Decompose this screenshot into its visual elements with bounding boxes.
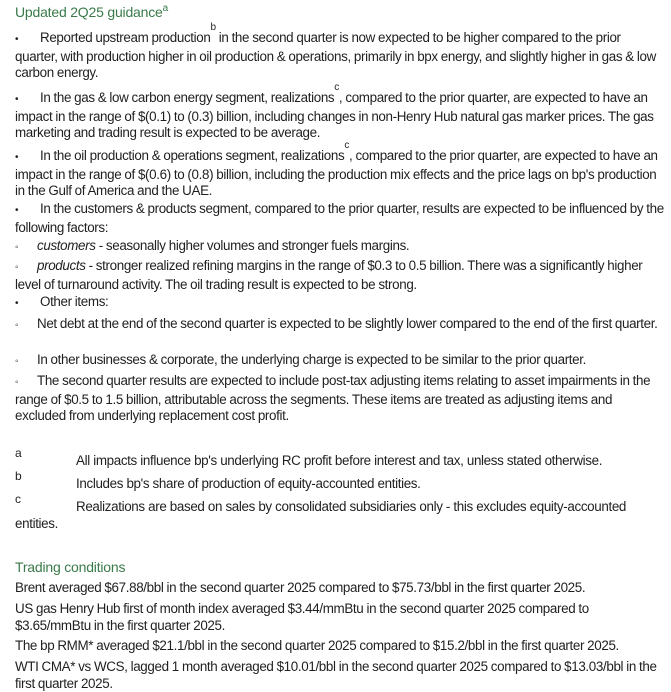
footnote-b: b Includes bp's share of production of equity-accounted entities.: [15, 469, 421, 491]
guidance-item-production: • Reported upstream production$^b$ in the second quarter is now expected to be higher compared to the prior quarter, with production higher in oil production & operations, primarily in bpx energy, and slightly higher in gas & low carbon energy.: [15, 22, 656, 81]
footnote-mark: b: [15, 469, 22, 483]
sub-item-products: ◦ products - stronger realized refining margins in the range of $0.3 to 0.5 billion. There was a significantly higher level of turnaround activity. The oil trading result is expected to be strong.: [15, 258, 643, 292]
other-item-corporate: ◦ In other businesses & corporate, the underlying charge is expected to be similar to the prior quarter.: [15, 352, 665, 371]
footnote-mark: b: [210, 22, 216, 33]
bullet-icon: •: [15, 152, 19, 163]
footnote-mark: c: [334, 82, 339, 93]
circle-bullet-icon: ◦: [15, 377, 19, 388]
other-items-heading: • Other items:: [15, 294, 665, 313]
guidance-item-customers-products: • In the customers & products segment, compared to the prior quarter, results are expected to be influenced by the following factors:: [15, 201, 664, 235]
circle-bullet-icon: ◦: [15, 242, 19, 253]
other-item-impairments: ◦ The second quarter results are expected to include post-tax adjusting items relating to asset impairments in the range of $0.5 to 1.5 billion, attributable across the segments. These items are treated as adjusting items and excluded from underlying replacement cost profit.: [15, 373, 651, 424]
footnote-c: c Realizations are based on sales by consolidated subsidiaries only - this excludes equity-accounted entities.: [15, 492, 627, 531]
guidance-item-gas: • In the gas & low carbon energy segment, realizations$^c$, compared to the prior quarter, are expected to have an impact in the range of $(0.1) to (0.3) billion, including changes in non-Henry Hub natural gas marker prices. The gas marketing and trading result is expected to be average.: [15, 82, 654, 141]
footnote-mark: c: [15, 492, 21, 506]
guidance-heading: [15, 4, 168, 20]
bullet-icon: •: [15, 298, 19, 309]
footnote-a: a All impacts influence bp's underlying RC profit before interest and tax, unless stated otherwise.: [15, 446, 603, 468]
trading-heading: Trading conditions: [15, 559, 126, 575]
footnote-mark: c: [344, 140, 349, 151]
footnote-mark: a: [15, 446, 22, 460]
bullet-icon: •: [15, 94, 19, 105]
bullet-icon: •: [15, 34, 19, 45]
circle-bullet-icon: ◦: [15, 262, 19, 273]
guidance-title-footnote-mark: a: [162, 3, 168, 14]
circle-bullet-icon: ◦: [15, 356, 19, 367]
bullet-icon: •: [15, 205, 19, 216]
guidance-item-oil: • In the oil production & operations segment, realizations$^c$, compared to the prior quarter, are expected to have an impact in the range of $(0.6) to (0.8) billion, including the production mix effects and the price lags on bp's production in the Gulf of America and the UAE.: [15, 140, 658, 199]
guidance-title: Updated 2Q25 guidance: [15, 4, 163, 20]
trading-line-wti-wcs: WTI CMA* vs WCS, lagged 1 month averaged $10.01/bbl in the second quarter 2025 compared to $13.03/bbl in the first quarter 2025.: [15, 659, 657, 691]
circle-bullet-icon: ◦: [15, 320, 19, 331]
trading-line-henry-hub: US gas Henry Hub first of month index averaged $3.44/mmBtu in the second quarter 2025 compared to $3.65/mmBtu in the first quarter 2025.: [15, 601, 589, 633]
sub-item-customers: ◦ customers - seasonally higher volumes and stronger fuels margins.: [15, 238, 665, 257]
trading-line-rmm: The bp RMM* averaged $21.1/bbl in the second quarter 2025 compared to $15.2/bbl in the first quarter 2025.: [15, 638, 619, 653]
other-item-net-debt: ◦ Net debt at the end of the second quarter is expected to be slightly lower compared to the end of the first quarter.: [15, 316, 665, 335]
trading-line-brent: Brent averaged $67.88/bbl in the second quarter 2025 compared to $75.73/bbl in the first quarter 2025.: [15, 580, 586, 595]
